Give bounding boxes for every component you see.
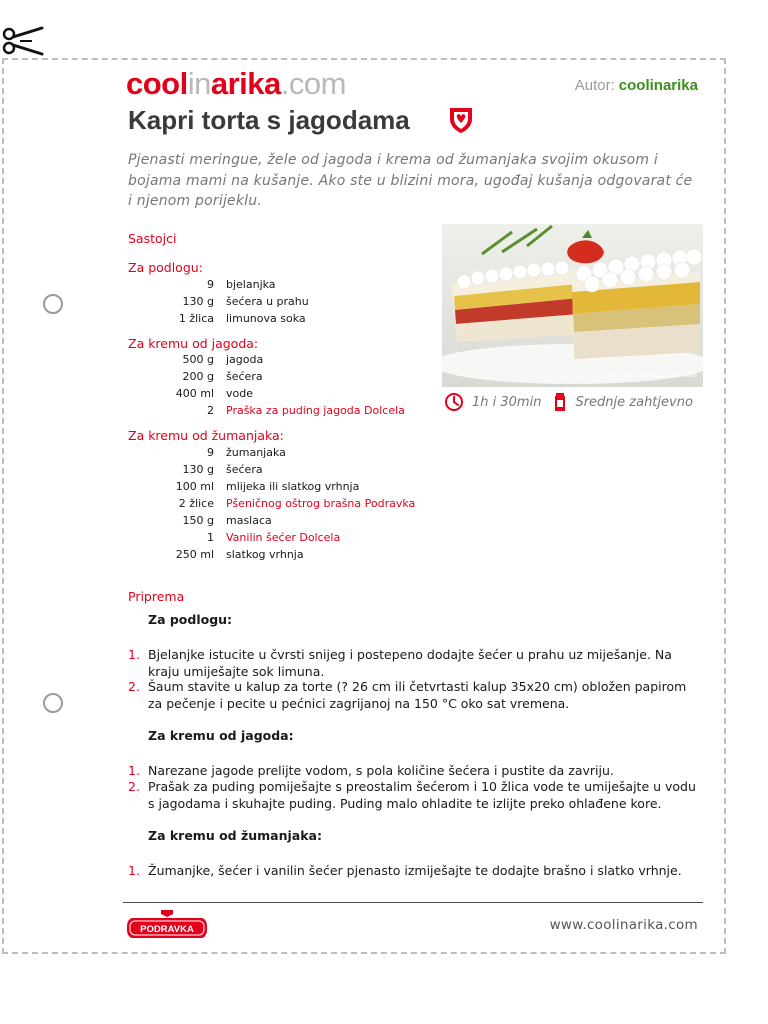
ingredient-name: šećera (226, 370, 263, 383)
ingredient-row (128, 351, 405, 368)
footer-divider (123, 902, 703, 903)
ingredient-row (128, 402, 405, 419)
podravka-logo[interactable] (127, 908, 207, 942)
ingredient-row (128, 293, 309, 310)
ingredient-row (128, 276, 309, 293)
author (575, 77, 698, 94)
recipe-title: Kapri torta s jagodama (128, 105, 410, 135)
podravka-brand: PODRAVKA (140, 924, 194, 935)
ingredient-name: slatkog vrhnja (226, 548, 304, 561)
step-item (128, 679, 698, 712)
clock-icon (444, 392, 464, 412)
step-text: Bjelanjke istucite u čvrsti snijeg i postepeno dodajte šećer u prahu uz miješanje. Na kraju umiješajte sok limuna. (148, 647, 672, 679)
binder-hole (43, 693, 63, 713)
ingredient-group-title: Za podlogu: (128, 260, 203, 275)
ingredient-link[interactable]: Praška za puding jagoda Dolcela (226, 404, 405, 417)
step-number: 1. (128, 863, 140, 878)
ingredient-row (128, 310, 309, 327)
difficulty-icon (553, 392, 567, 412)
ingredient-name: šećera u prahu (226, 295, 309, 308)
ingredient-list (128, 276, 309, 327)
ingredient-name: šećera (226, 463, 263, 476)
ingredient-name: mlijeka ili slatkog vrhnja (226, 480, 360, 493)
ingredient-link[interactable]: Vanilin šećer Dolcela (226, 531, 341, 544)
ingredient-qty: 9 (207, 446, 214, 459)
author-name[interactable]: coolinarika (618, 77, 698, 94)
ingredient-qty: 130 g (182, 463, 214, 476)
binder-hole (43, 294, 63, 314)
ingredient-row (128, 529, 415, 546)
difficulty: Srednje zahtjevno (575, 394, 693, 410)
ingredient-name: žumanjaka (226, 446, 286, 459)
ingredient-qty: 250 ml (175, 548, 214, 561)
ingredient-row (128, 495, 415, 512)
recipe-photo[interactable] (442, 224, 703, 387)
step-number: 1. (128, 647, 140, 662)
step-item (128, 863, 698, 880)
ingredient-name: vode (226, 387, 253, 400)
ingredient-qty: 150 g (182, 514, 214, 527)
ingredient-name: maslaca (226, 514, 272, 527)
ingredient-list (128, 444, 415, 563)
ingredient-row (128, 478, 415, 495)
ingredient-qty: 400 ml (175, 387, 214, 400)
shield-icon (448, 106, 474, 134)
step-text: Narezane jagode prelijte vodom, s pola količine šećera i pustite da zavriju. (148, 763, 614, 778)
step-text: Šaum stavite u kalup za torte (? 26 cm ili četvrtasti kalup 35x20 cm) obložen papirom za pečenje i pecite u pećnici zagrijanoj na 150 °C oko sat vremena. (148, 679, 687, 711)
step-item (128, 763, 698, 780)
step-group-title: Za kremu od žumanjaka: (148, 828, 322, 843)
website-link[interactable]: www.coolinarika.com (549, 917, 698, 933)
ingredient-qty: 2 žlice (178, 497, 214, 510)
ingredient-name: jagoda (226, 353, 264, 366)
step-text: Žumanjke, šećer i vanilin šećer pjenasto izmiješajte te dodajte brašno i slatko vrhnje. (148, 863, 682, 878)
ingredient-row (128, 512, 415, 529)
ingredient-qty: 100 ml (175, 480, 214, 493)
step-item (128, 779, 698, 812)
recipe-meta (444, 393, 693, 411)
ingredient-row (128, 385, 405, 402)
step-group-title: Za kremu od jagoda: (148, 728, 294, 743)
ingredient-link[interactable]: Pšeničnog oštrog brašna Podravka (226, 497, 416, 510)
ingredient-group-title: Za kremu od žumanjaka: (128, 428, 284, 443)
scissors-icon (2, 24, 44, 58)
coolinarika-logo[interactable]: coolinarika.com (126, 66, 346, 101)
ingredient-qty: 200 g (182, 370, 214, 383)
ingredient-name: limunova soka (226, 312, 306, 325)
step-number: 2. (128, 779, 140, 794)
ingredient-qty: 1 žlica (178, 312, 214, 325)
ingredient-qty: 9 (207, 278, 214, 291)
ingredient-group-title: Za kremu od jagoda: (128, 336, 259, 351)
ingredient-qty: 130 g (182, 295, 214, 308)
prep-time: 1h i 30min (472, 394, 542, 410)
ingredient-list (128, 351, 405, 419)
ingredient-qty: 1 (207, 531, 214, 544)
step-item (128, 647, 698, 680)
ingredient-row (128, 444, 415, 461)
ingredient-name: bjelanjka (226, 278, 276, 291)
ingredient-qty: 500 g (182, 353, 214, 366)
recipe-intro: Pjenasti meringue, žele od jagoda i krema od žumanjaka svojim okusom i bojama mami na kušanje. Ako ste u blizini mora, ugođaj kušanja odgovarat će i njenom porijeklu. (128, 152, 693, 209)
ingredient-qty: 2 (207, 404, 214, 417)
ingredient-row (128, 368, 405, 385)
author-label: Autor: (574, 77, 615, 94)
preparation-heading: Priprema (128, 589, 185, 604)
step-group-title: Za podlogu: (148, 612, 233, 627)
step-number: 1. (128, 763, 140, 778)
ingredient-row (128, 461, 415, 478)
photo-credit: coolinarika.com/klub/coolinarika (600, 372, 697, 379)
step-number: 2. (128, 679, 140, 694)
step-text: Prašak za puding pomiješajte s preostalim šećerom i 10 žlica vode te umiješajte u vodu s jagodama i skuhajte puding. Puding malo ohladite te izlijte preko ohlađene kore. (148, 779, 696, 811)
ingredients-heading: Sastojci (128, 231, 177, 246)
ingredient-row (128, 546, 415, 563)
